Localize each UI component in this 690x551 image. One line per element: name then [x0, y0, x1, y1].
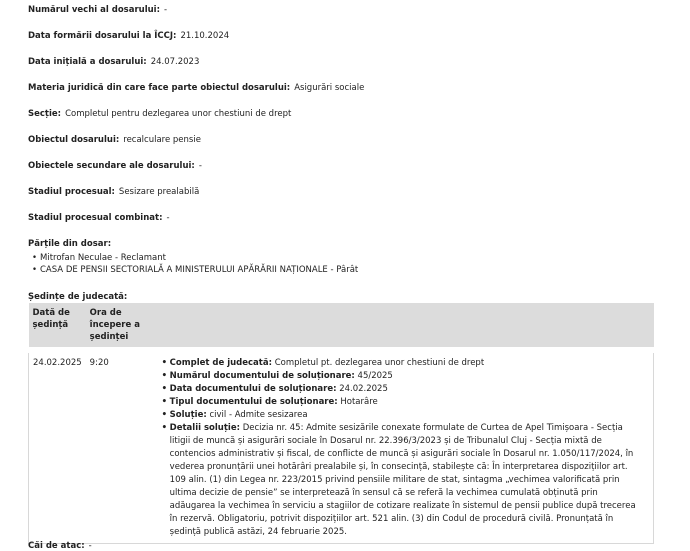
- secondary-objects-field: [28, 161, 202, 171]
- secondary-objects-label: Obiectele secundare ale dosarului:: [28, 161, 195, 171]
- object-label: Obiectul dosarului:: [28, 135, 120, 145]
- old-number-field: [28, 5, 167, 15]
- parties-label: Părțile din dosar:: [28, 239, 112, 249]
- procedural-stage-field: [28, 187, 199, 197]
- object-field: [28, 135, 201, 145]
- legal-matter-value: Asigurări sociale: [294, 83, 365, 93]
- column-header-time: Ora de începere a ședinței: [86, 303, 152, 350]
- formation-date-label: Data formării dosarului la ÎCCJ:: [28, 31, 177, 41]
- old-number-value: -: [164, 5, 168, 15]
- hearings-label: Ședințe de judecată:: [28, 292, 128, 302]
- object-value: recalculare pensie: [123, 135, 201, 145]
- section-label: Secție:: [28, 109, 62, 119]
- appeals-label: Căi de atac:: [28, 541, 85, 551]
- hearings-header-row: [29, 303, 654, 350]
- hearing-date: 24.02.2025: [29, 350, 86, 544]
- initial-date-field: [28, 57, 199, 67]
- detail-complet: • Complet de judecată: Completul pt. dezlegarea unor chestiuni de drept: [170, 357, 645, 370]
- combined-stage-label: Stadiul procesual combinat:: [28, 213, 163, 223]
- hearing-details: [152, 350, 654, 544]
- procedural-stage-label: Stadiul procesual:: [28, 187, 115, 197]
- column-header-details: [152, 303, 654, 350]
- appeals-value: -: [88, 541, 92, 551]
- initial-date-value: 24.07.2023: [150, 57, 200, 67]
- section-value: Completul pentru dezlegarea unor chestiuni de drept: [65, 109, 292, 119]
- secondary-objects-value: -: [198, 161, 202, 171]
- formation-date-field: [28, 31, 229, 41]
- hearing-details-list: [162, 357, 645, 539]
- combined-stage-field: [28, 213, 170, 223]
- parties-list: [28, 252, 358, 276]
- combined-stage-value: -: [166, 213, 170, 223]
- old-number-label: Numărul vechi al dosarului:: [28, 5, 160, 15]
- legal-matter-field: [28, 83, 364, 93]
- parties-section: [28, 239, 358, 276]
- detail-doc-type: • Tipul documentului de soluționare: Hotarâre: [170, 396, 645, 409]
- initial-date-label: Data inițială a dosarului:: [28, 57, 147, 67]
- legal-matter-label: Materia juridică din care face parte obiectul dosarului:: [28, 83, 291, 93]
- column-header-date: Dată de ședință: [29, 303, 86, 350]
- hearing-time: 9:20: [86, 350, 152, 544]
- formation-date-value: 21.10.2024: [180, 31, 230, 41]
- hearings-table: [28, 303, 654, 544]
- party-item: • CASA DE PENSII SECTORIALĂ A MINISTERULUI APĂRĂRII NAȚIONALE - Pârât: [40, 264, 358, 276]
- procedural-stage-value: Sesizare prealabilă: [118, 187, 200, 197]
- detail-solution: • Soluție: civil - Admite sesizarea: [170, 409, 645, 422]
- table-row: [29, 350, 654, 544]
- section-field: [28, 109, 291, 119]
- detail-doc-number: • Numărul documentului de soluționare: 45/2025: [170, 370, 645, 383]
- party-item: • Mitrofan Neculae - Reclamant: [40, 252, 358, 264]
- detail-doc-date: • Data documentului de soluționare: 24.02.2025: [170, 383, 645, 396]
- detail-solution-details: • Detalii soluție: Decizia nr. 45: Admite sesizările conexate formulate de Curtea de Apel Timișoara - Secția litigii de muncă și asigurări sociale în Dosarul nr. 22.396/3/2023 și de Tribunalul Cluj - Secția mixtă de contencios administrativ și fiscal, de conflicte de muncă și asigurări sociale în Dosarul nr. 1.050/117/2024, în vederea pronunțării unei hotărâri prealabile și, în consecință, stabilește că: În interpretarea dispozițiilor art. 109 alin. (1) din Legea nr. 223/2015 privind pensiile militare de stat, sintagma „vechimea valorificată prin ultima decizie de pensie” se interpretează în sensul că se referă la vechimea cumulată obținută prin adăugarea la vechimea în serviciu a stagiilor de cotizare realizate în sistemul de pensii publice după trecerea în rezervă. Obligatoriu, potrivit dispozițiilor art. 521 alin. (3) din Codul de procedură civilă. Pronunțată în ședință publică astăzi, 24 februarie 2025.: [170, 422, 645, 539]
